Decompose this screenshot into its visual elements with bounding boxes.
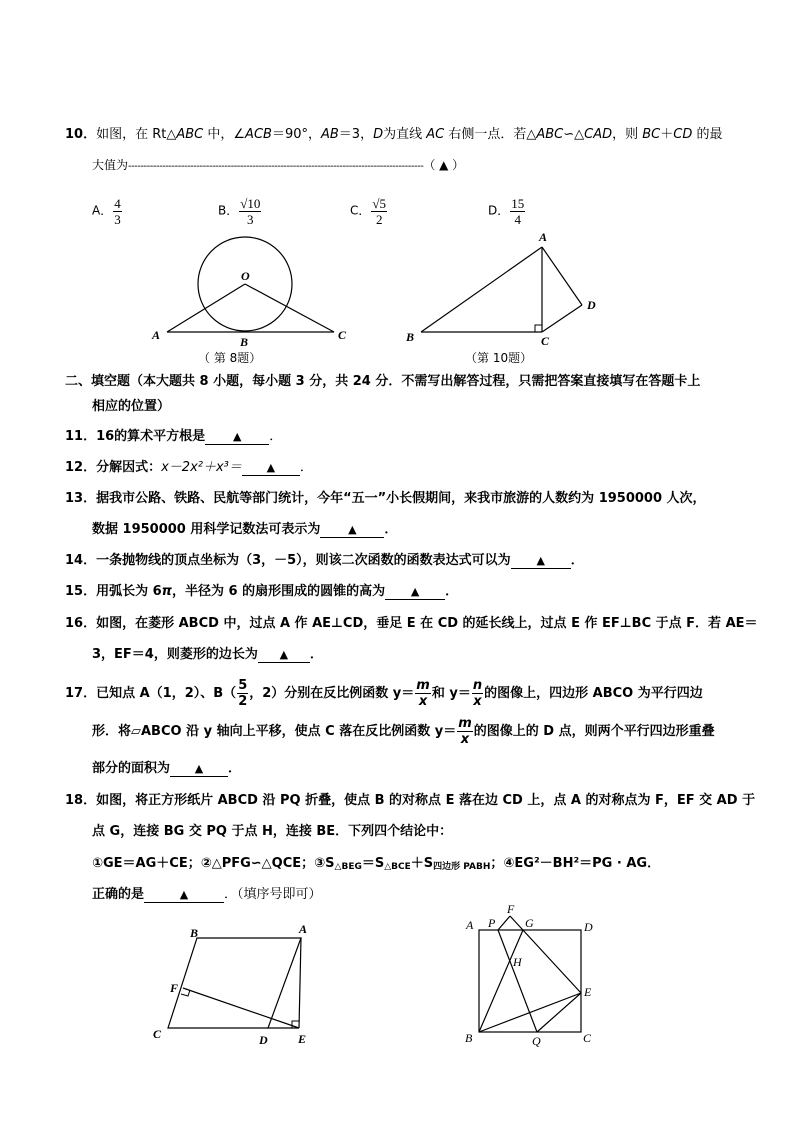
fig18-label-H: H (513, 955, 522, 969)
option-a: A． $\frac{4}{3}$ (92, 196, 121, 227)
q12: 12．分解因式：x－2x²＋x³＝ ▲ ． (65, 460, 313, 475)
fig18-line-QE (537, 993, 581, 1032)
section2-heading: 二、填空题（本大题共 8 小题，每小题 3 分，共 24 分．不需写出解答过程，只需把答案直接填写在答题卡上 (65, 374, 701, 389)
fig8-line-OA (167, 284, 245, 332)
fig16-label-E: E (298, 1032, 307, 1046)
q13-answer-blank[interactable]: ▲ (320, 522, 384, 538)
fig8-label-C: C (338, 328, 347, 342)
fig10-label-A: A (539, 230, 548, 244)
fig16-label-B: B (190, 926, 199, 940)
fig10-line-AD (542, 247, 582, 305)
fig10-line-AB (421, 247, 542, 332)
fig18-label-D: D (584, 920, 593, 934)
q13-line1: 13．据我市公路、铁路、民航等部门统计，今年“五一”小长假期间，来我市旅游的人数约为 1950000 人次， (65, 491, 706, 506)
q18-line3: ①GE＝AG＋CE；②△PFG∽△QCE；$③S_{\triangle BEG}=S_{\triangle BCE}+S_{四边形 PABH}$；④EG²－BH²＝PG · AG． (92, 856, 661, 872)
fig8-line-OC (245, 284, 334, 332)
fig8-caption: （ 第 8题） (198, 351, 262, 365)
option-d: D． $\frac{15}{4}$ (488, 196, 525, 227)
q16-answer-blank[interactable]: ▲ (258, 647, 310, 663)
fig18-label-C: C (583, 1031, 592, 1045)
fig16-label-C: C (153, 1027, 162, 1041)
fig16-label-D: D (259, 1033, 268, 1047)
q17-line2: 形．将▱ABCO 沿 y 轴向上平移，使点 C 落在反比例函数 y＝ $\frac{m}{x}$ 的图像上的 D 点，则两个平行四边形重叠 (92, 716, 715, 747)
q10-line1: 10．如图，在 Rt△ABC 中，∠ACB＝90°，AB＝3，D为直线 AC 右侧一点．若△ABC∽△CAD，则 BC＋CD 的最 (65, 127, 723, 142)
q17-answer-blank[interactable]: ▲ (170, 761, 228, 777)
fig18-label-P: P (488, 916, 496, 930)
fig16-line-AE (299, 938, 301, 1028)
q14-answer-blank[interactable]: ▲ (511, 553, 571, 569)
q17-line3: 部分的面积为 ▲ ． (92, 761, 242, 776)
q11-answer-blank[interactable]: ▲ (205, 429, 269, 445)
q12-answer-blank[interactable]: ▲ (242, 460, 300, 476)
fig18-label-B: B (465, 1031, 473, 1045)
fig18-line-PF (498, 916, 510, 930)
q17-line1: 17．已知点 A（1，2）、B（ $\frac{5}{2}$ ，2）分别在反比例函数 y＝ $\frac{m}{x}$ 和 y＝ $\frac{n}{x}$ 的图像上，四边形 ABCO 为平行四边 (65, 678, 703, 709)
fig10-label-B: B (406, 330, 415, 344)
q14: 14．一条抛物线的顶点坐标为（3，－5），则该二次函数的函数表达式可以为 ▲ ． (65, 553, 584, 568)
fig18-line-BG (479, 930, 523, 1032)
option-b: B． $\frac{√10}{3}$ (218, 196, 261, 227)
fig16-rhombus (168, 938, 301, 1028)
q16-line2: 3，EF＝4，则菱形的边长为 ▲ ． (92, 647, 323, 662)
q18-line2: 点 G，连接 BG 交 PQ 于点 H，连接 BE．下列四个结论中： (92, 824, 453, 839)
q18-line4: 正确的是 ▲ ．（填序号即可） (92, 887, 322, 902)
fig8-label-B: B (240, 335, 249, 349)
q15-answer-blank[interactable]: ▲ (385, 584, 445, 600)
option-c: C． $\frac{√5}{2}$ (350, 196, 387, 227)
section2-heading-cont: 相应的位置） (92, 399, 171, 414)
q18-answer-blank[interactable]: ▲ (144, 887, 224, 903)
q13-line2: 数据 1950000 用科学记数法可表示为 ▲ ． (92, 522, 398, 537)
leader-dots: ----------------------------------------------------------------------------------------------- (128, 161, 424, 172)
fig10-right-angle (535, 325, 542, 332)
fig10-caption: （第 10题） (465, 351, 533, 365)
fig10-label-D: D (587, 298, 596, 312)
q16-line1: 16．如图，在菱形 ABCD 中，过点 A 作 AE⊥CD，垂足 E 在 CD 的延长线上，过点 E 作 EF⊥BC 于点 F．若 AE＝ (65, 616, 758, 631)
fig18-line-BE (479, 993, 581, 1032)
fig16-label-F: F (170, 981, 179, 995)
fig16-line-EF (183, 988, 299, 1028)
fig16-right-angle-F (181, 990, 190, 996)
fig18-label-F: F (507, 902, 515, 916)
fig18-label-A: A (466, 918, 474, 932)
q18-line1: 18．如图，将正方形纸片 ABCD 沿 PQ 折叠，使点 B 的对称点 E 落在边 CD 上，点 A 的对称点为 F，EF 交 AD 于 (65, 793, 756, 808)
fig8-label-A: A (152, 328, 161, 342)
q10-line2: 大值为-----------------------------------------------------------------------------------------------（ ▲ ） (92, 158, 465, 172)
fig10-line-CD (542, 305, 582, 332)
answer-bracket: （ ▲ ） (423, 158, 465, 172)
fig18-square (479, 930, 581, 1032)
fig16-label-A: A (299, 922, 308, 936)
q15: 15．用弧长为 6π，半径为 6 的扇形围成的圆锥的高为 ▲ ． (65, 584, 459, 599)
fig10-label-C: C (541, 334, 550, 348)
fig18-label-Q: Q (532, 1034, 541, 1048)
fig18-label-G: G (525, 916, 534, 930)
fig18-label-E: E (584, 985, 592, 999)
fig8-label-O: O (241, 269, 250, 283)
q11: 11．16的算术平方根是 ▲ ． (65, 429, 283, 444)
